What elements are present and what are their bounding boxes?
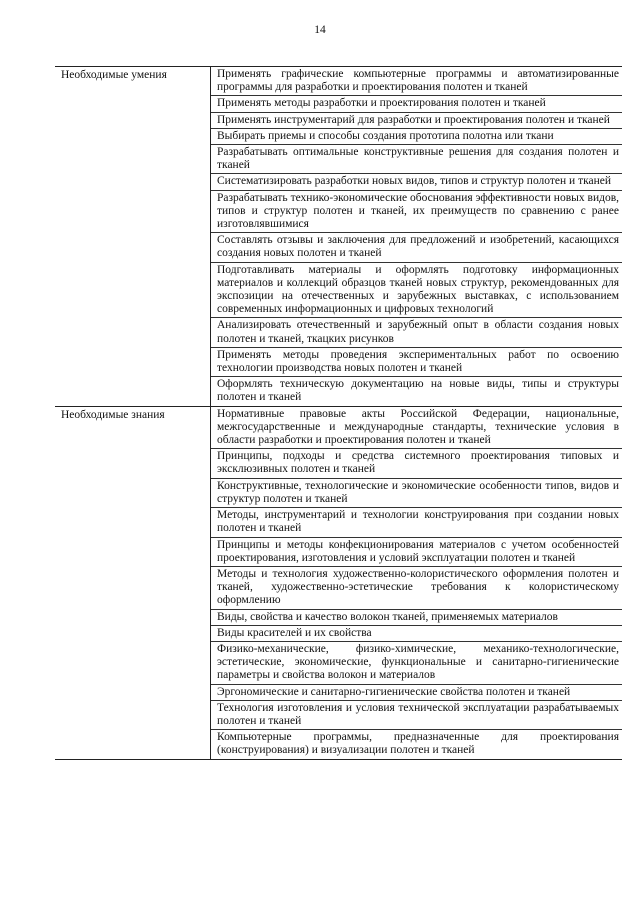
skill-item: Применять методы разработки и проектирования полотен и тканей [211,96,622,112]
requirements-table [55,66,622,760]
skills-label: Необходимые умения [55,67,211,407]
knowledge-item: Принципы и методы конфекционирования материалов с учетом особенностей проектирования, изготовления и условий эксплуатации полотен и тканей [211,538,622,567]
skill-item: Составлять отзывы и заключения для предложений и изобретений, касающихся создания новых полотен и тканей [211,233,622,262]
knowledge-item: Методы и технология художественно-колористического оформления полотен и тканей, художественно-эстетические требования к колористическому оформлению [211,567,622,610]
skill-item: Применять инструментарий для разработки и проектирования полотен и тканей [211,113,622,129]
knowledge-row [55,406,622,759]
skill-item: Подготавливать материалы и оформлять подготовку информационных материалов и коллекций образцов тканей новых структур, рекомендованных для экспозиции на отечественных и зарубежных выставках, с использованием современных информационных и цифровых технологий [211,263,622,319]
knowledge-item: Виды, свойства и качество волокон тканей, применяемых материалов [211,610,622,626]
skill-item: Применять графические компьютерные программы и автоматизированные программы для разработки и проектирования полотен и тканей [211,67,622,96]
knowledge-item: Методы, инструментарий и технологии конструирования при создании новых полотен и тканей [211,508,622,537]
skills-items [211,67,623,407]
knowledge-items [211,406,623,759]
knowledge-item: Компьютерные программы, предназначенные для проектирования (конструирования) и визуализации полотен и тканей [217,731,619,757]
skill-item: Систематизировать разработки новых видов, типов и структур полотен и тканей [211,174,622,190]
skill-item: Оформлять техническую документацию на новые виды, типы и структуры полотен и тканей [217,378,619,404]
skill-item: Разрабатывать технико-экономические обоснования эффективности новых видов, типов и структур полотен и тканей, их преимуществ по сравнению с ранее изготовлявшимися [211,191,622,234]
skill-item: Анализировать отечественный и зарубежный опыт в области создания новых полотен и тканей, ткацких рисунков [211,318,622,347]
knowledge-item: Физико-механические, физико-химические, механико-технологические, эстетические, экономические, функциональные и санитарно-гигиенические параметры и свойства волокон и материалов [211,642,622,685]
knowledge-label: Необходимые знания [55,406,211,759]
skills-row [55,67,622,407]
skill-item: Разрабатывать оптимальные конструктивные решения для создания полотен и тканей [211,145,622,174]
knowledge-item: Принципы, подходы и средства системного проектирования типовых и эксклюзивных полотен и тканей [211,449,622,478]
skill-item: Выбирать приемы и способы создания прототипа полотна или ткани [211,129,622,145]
knowledge-item: Технология изготовления и условия технической эксплуатации разрабатываемых полотен и тканей [211,701,622,730]
skill-item: Применять методы проведения экспериментальных работ по освоению технологии производства новых полотен и тканей [211,348,622,377]
knowledge-item: Конструктивные, технологические и экономические особенности типов, видов и структур полотен и тканей [211,479,622,508]
knowledge-item: Эргономические и санитарно-гигиенические свойства полотен и тканей [211,685,622,701]
knowledge-item: Виды красителей и их свойства [211,626,622,642]
page-number: 14 [314,24,326,36]
knowledge-item: Нормативные правовые акты Российской Федерации, национальные, межгосударственные и международные стандарты, технические условия в области разработки и проектирования полотен и тканей [211,407,622,450]
